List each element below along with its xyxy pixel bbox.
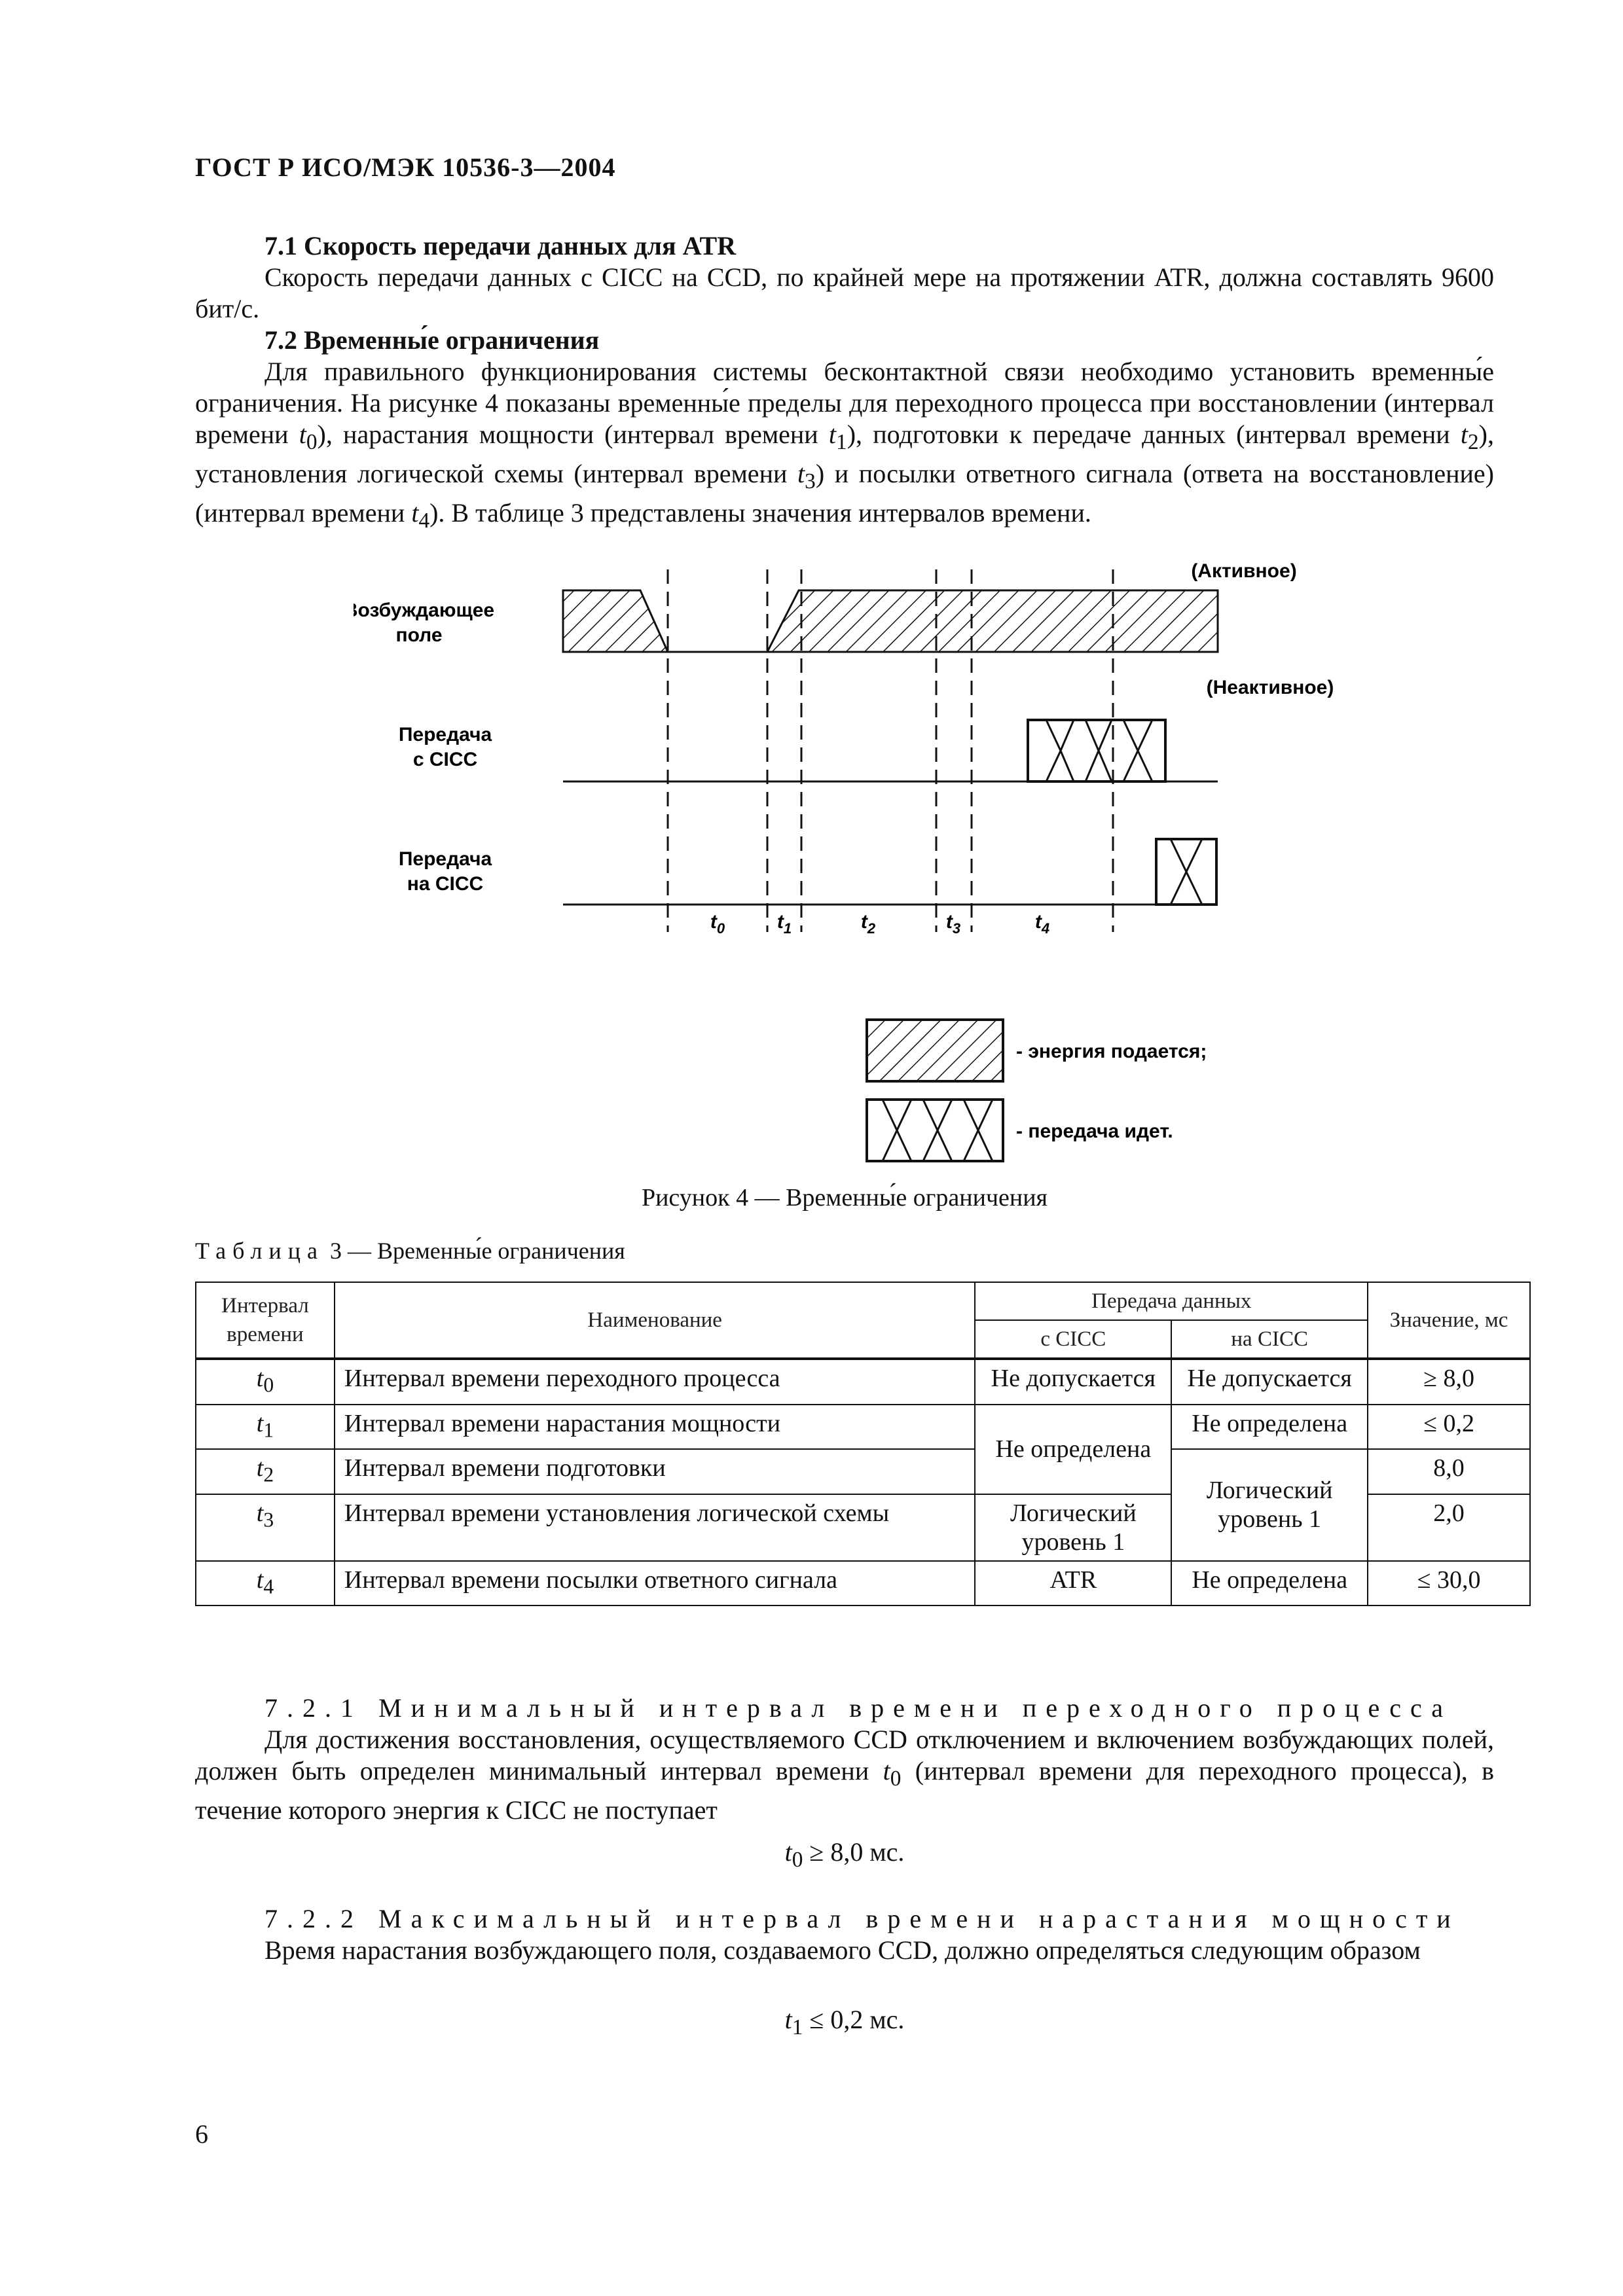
section-7-1 (195, 230, 1494, 537)
legend-energy-swatch (867, 1020, 1003, 1081)
header-interval: Интервал времени (196, 1282, 335, 1359)
section-title: 7.2.2 Максимальный интервал времени нарастания мощности (264, 1904, 1460, 1933)
rx-label: Передача (398, 848, 492, 870)
active-label: (Активное) (1191, 560, 1297, 582)
header-from: с CICC (975, 1320, 1171, 1359)
section-title: 7.2 Временны́е ограничения (264, 325, 600, 355)
inactive-label: (Неактивное) (1206, 677, 1334, 698)
legend-transfer-swatch (867, 1100, 1003, 1161)
timing-table (195, 1282, 1531, 1606)
interval-label: t (710, 911, 717, 933)
svg-text:t3: $t_3$ (945, 911, 961, 937)
table-row: $t_1$ Интервал времени нарастания мощности Не определена Не определена ≤ 0,2 (196, 1405, 1530, 1450)
tx-label: с CICC (412, 749, 478, 770)
interval-label: t (1034, 911, 1042, 933)
formula-t1: $t_1 \le 0,2$ мс. (784, 2005, 905, 2039)
svg-text:t1: $t_1$ (776, 911, 792, 937)
svg-text:t2: $t_2$ (860, 911, 876, 937)
paragraph: Скорость передачи данных с CICC на CCD, по крайней мере на протяжении ATR, должна составлять 9600 бит/с. (195, 262, 1494, 323)
formula-t0: $t_0 \ge 8,0$ мс. (784, 1837, 905, 1872)
table-row: $t_3$ Интервал времени установления логической схемы Логический уровень 1 2,0 (196, 1494, 1530, 1561)
transfer-block (1156, 839, 1216, 905)
paragraph: Для достижения восстановления, осуществляемого CCD отключением и включением возбуждающих полей, должен быть определен минимальный интервал времени $t_0$ (интервал времени для переходного процесса), в течение которого энергия к CICC не поступает (195, 1725, 1495, 1825)
interval-label: t (945, 911, 953, 933)
svg-text:t4: $t_4$ (1034, 911, 1050, 937)
field-label: поле (395, 624, 443, 646)
paragraph: Для правильного функционирования системы бесконтактной связи необходимо установить временны́е ограничения. На рисунке 4 показаны временны́е пределы для переходного процесса при восстановлении (интервал времени $t_0$), нарастания мощности (интервал времени $t_1$), подготовки к передаче данных (интервал времени $t_2$), установления логической схемы (интервал времени $t_3$) и посылки ответного сигнала (ответа на восстановление) (интервал времени $t_4$). В таблице 3 представлены значения интервалов времени. (195, 357, 1495, 533)
field-label: Возбуждающее (354, 600, 495, 621)
page-number: 6 (195, 2119, 208, 2149)
legend-energy-label: - энергия подается; (1016, 1041, 1207, 1062)
energy-block (767, 590, 1218, 652)
interval-label: t (860, 911, 867, 933)
section-title: 7.2.1 Минимальный интервал времени переходного процесса (264, 1693, 1453, 1723)
header-to: на CICC (1171, 1320, 1368, 1359)
interval-label: t (776, 911, 784, 933)
tx-label: Передача (398, 724, 492, 745)
header-value: Значение, мс (1368, 1282, 1530, 1359)
header-transfer: Передача данных (975, 1282, 1368, 1320)
legend-transfer-label: - передача идет. (1016, 1121, 1173, 1142)
energy-block (563, 590, 668, 652)
table-caption: Таблица 3 — Временны́е ограничения (195, 1238, 625, 1264)
table-row: $t_0$ Интервал времени переходного процесса Не допускается Не допускается ≥ 8,0 (196, 1359, 1530, 1405)
timing-diagram (354, 551, 1401, 1193)
transfer-block (1028, 720, 1165, 781)
paragraph: Время нарастания возбуждающего поля, создаваемого CCD, должно определяться следующим образом (264, 1935, 1421, 1965)
rx-label: на CICC (407, 873, 484, 895)
document-header: ГОСТ Р ИСО/МЭК 10536-3—2004 (195, 152, 616, 182)
figure-caption: Рисунок 4 — Временны́е ограничения (641, 1184, 1048, 1211)
section-7-2-1 (195, 1693, 1494, 1826)
table-row: $t_2$ Интервал времени подготовки Логический уровень 1 8,0 (196, 1449, 1530, 1494)
header-name: Наименование (335, 1282, 976, 1359)
table-row: $t_4$ Интервал времени посылки ответного сигнала ATR Не определена ≤ 30,0 (196, 1561, 1530, 1606)
svg-text:t0: $t_0$ (710, 911, 725, 937)
section-7-2-2 (195, 1903, 1494, 1966)
section-title: 7.1 Скорость передачи данных для ATR (264, 231, 737, 260)
